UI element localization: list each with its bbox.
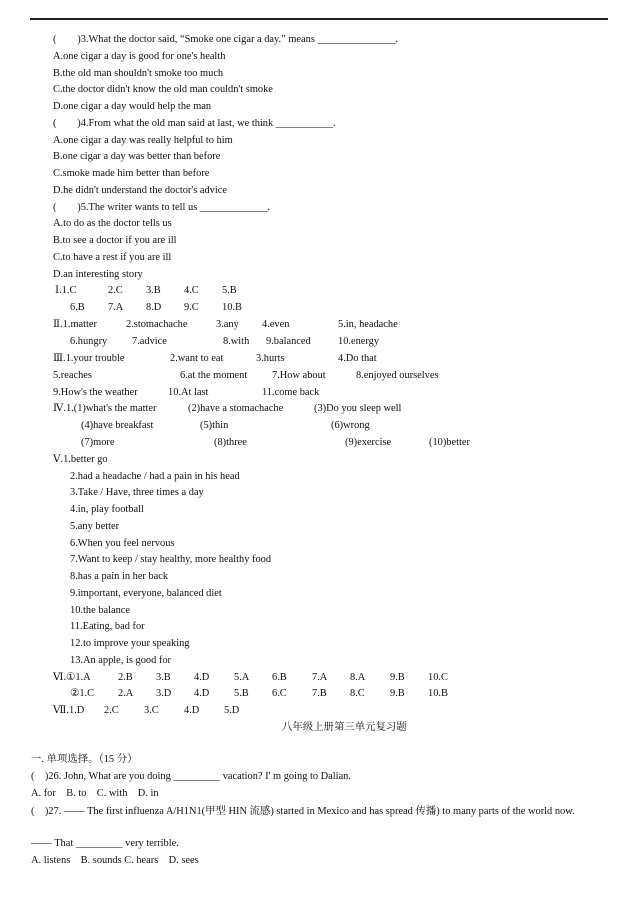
answer-item: 5.B — [222, 285, 237, 296]
question-26: ( )26. John, What are you doing _________ vacation? I' m going to Dalian. — [31, 771, 351, 782]
answer-item: 8.with — [223, 336, 250, 347]
answer-line: 4.in, play football — [70, 504, 144, 515]
answer-line: 6.When you feel nervous — [70, 538, 175, 549]
answer-item: Ⅱ.1.matter — [53, 319, 97, 330]
question-5-option-c: C.to have a rest if you are ill — [53, 252, 172, 263]
question-4-option-b: B.one cigar a day was better than before — [53, 151, 221, 162]
question-27-options: A. listens B. sounds C. hears D. sees — [31, 855, 199, 866]
answer-item: (9)exercise — [345, 437, 392, 448]
question-5-option-d: D.an interesting story — [53, 269, 143, 280]
answer-item: Ⅵ.①1.A — [53, 672, 91, 683]
question-4-stem: ( )4.From what the old man said at last, we think ___________. — [53, 118, 336, 129]
answer-item: 2.want to eat — [170, 353, 224, 364]
answer-line: 11.Eating, bad for — [70, 621, 145, 632]
answer-item: (8)three — [214, 437, 247, 448]
answer-item: 7.advice — [132, 336, 167, 347]
answer-item: 9.How's the weather — [53, 387, 138, 398]
answer-item: 3.B — [146, 285, 161, 296]
answer-item: 8.D — [146, 302, 162, 313]
answer-item: 10.B — [222, 302, 242, 313]
answer-item: (2)have a stomachache — [188, 403, 284, 414]
question-5-option-a: A.to do as the doctor tells us — [53, 218, 172, 229]
answer-item: 10.At last — [168, 387, 209, 398]
answer-line: Ⅴ.1.better go — [53, 454, 108, 465]
question-27-line-2: —— That _________ very terrible. — [31, 838, 179, 849]
answer-item: 6.C — [272, 688, 287, 699]
answer-item: (6)wrong — [331, 420, 370, 431]
answer-item: 9.balanced — [266, 336, 311, 347]
answer-line: 10.the balance — [70, 605, 131, 616]
answer-item: 4.D — [194, 688, 210, 699]
answer-item: 9.C — [184, 302, 199, 313]
answer-item: 2.stomachache — [126, 319, 188, 330]
section-one-heading: 一. 单项选择。（15 分） — [31, 754, 138, 765]
answer-item: 6.B — [272, 672, 287, 683]
answer-item: 6.at the moment — [180, 370, 248, 381]
answer-item: 5.D — [224, 705, 240, 716]
answer-item: 8.A — [350, 672, 366, 683]
answer-line: 9.important, everyone, balanced diet — [70, 588, 222, 599]
question-5-stem: ( )5.The writer wants to tell us _____________. — [53, 202, 271, 213]
answer-item: 10.C — [428, 672, 448, 683]
answer-item: 4.D — [194, 672, 210, 683]
question-4-option-c: C.smoke made him better than before — [53, 168, 210, 179]
answer-item: 6.B — [70, 302, 85, 313]
answer-item: 7.B — [312, 688, 327, 699]
question-3-option-d: D.one cigar a day would help the man — [53, 101, 212, 112]
answer-item: 8.C — [350, 688, 365, 699]
question-4-option-d: D.he didn't understand the doctor's advice — [53, 185, 227, 196]
answer-item: 4.Do that — [338, 353, 377, 364]
answer-item: (5)thin — [200, 420, 229, 431]
answer-item: 6.hungry — [70, 336, 108, 347]
answer-item: Ⅳ.1.(1)what's the matter — [53, 403, 157, 414]
question-3-option-a: A.one cigar a day is good for one's health — [53, 51, 226, 62]
answer-item: 3.C — [144, 705, 159, 716]
answer-item: 11.come back — [262, 387, 320, 398]
answer-item: 10.B — [428, 688, 448, 699]
answer-item: 2.A — [118, 688, 134, 699]
answer-item: 10.energy — [338, 336, 380, 347]
answer-item: 2.C — [104, 705, 119, 716]
answer-item: 7.How about — [272, 370, 326, 381]
answer-line: 5.any better — [70, 521, 120, 532]
answer-item: 5.in, headache — [338, 319, 398, 330]
answer-item: Ⅰ.1.C — [55, 285, 77, 296]
answer-line: 12.to improve your speaking — [70, 638, 190, 649]
answer-item: 9.B — [390, 688, 405, 699]
answer-item: 7.A — [312, 672, 328, 683]
answer-line: 7.Want to keep / stay healthy, more healthy food — [70, 554, 272, 565]
answer-item: 3.any — [216, 319, 239, 330]
answer-item: Ⅶ.1.D — [53, 705, 85, 716]
answer-item: 4.even — [262, 319, 290, 330]
answer-item: 7.A — [108, 302, 124, 313]
top-rule — [30, 18, 608, 20]
answer-item: 5.B — [234, 688, 249, 699]
answer-item: 3.hurts — [256, 353, 285, 364]
question-4-option-a: A.one cigar a day was really helpful to him — [53, 135, 233, 146]
answer-item: 5.A — [234, 672, 250, 683]
answer-item: (4)have breakfast — [81, 420, 154, 431]
question-26-options: A. for B. to C. with D. in — [31, 788, 159, 799]
question-3-option-b: B.the old man shouldn't smoke too much — [53, 68, 224, 79]
answer-line: 2.had a headache / had a pain in his head — [70, 471, 240, 482]
question-27: ( )27. —— The first influenza A/H1N1(甲型 HIN 流感) started in Mexico and has spread 传播) to many parts of the world now. — [31, 806, 575, 817]
answer-line: 13.An apple, is good for — [70, 655, 172, 666]
answer-item: 3.B — [156, 672, 171, 683]
answer-item: (3)Do you sleep well — [314, 403, 402, 414]
answer-item: 9.B — [390, 672, 405, 683]
answer-item: Ⅲ.1.your trouble — [53, 353, 125, 364]
answer-line: 3.Take / Have, three times a day — [70, 487, 204, 498]
question-3-stem: ( )3.What the doctor said, “Smoke one cigar a day.” means _______________. — [53, 34, 399, 45]
answer-item: (7)more — [81, 437, 115, 448]
answer-item: 8.enjoyed ourselves — [356, 370, 439, 381]
question-3-option-c: C.the doctor didn't know the old man couldn't smoke — [53, 84, 273, 95]
answer-item: 4.C — [184, 285, 199, 296]
answer-item: 4.D — [184, 705, 200, 716]
question-5-option-b: B.to see a doctor if you are ill — [53, 235, 177, 246]
answer-item: ②1.C — [70, 688, 95, 699]
answer-item: 2.B — [118, 672, 133, 683]
answer-item: 3.D — [156, 688, 172, 699]
answer-item: 2.C — [108, 285, 123, 296]
answer-item: (10)better — [429, 437, 470, 448]
unit-title: 八年级上册第三单元复习题 — [282, 722, 407, 733]
answer-line: 8.has a pain in her back — [70, 571, 169, 582]
answer-item: 5.reaches — [53, 370, 92, 381]
